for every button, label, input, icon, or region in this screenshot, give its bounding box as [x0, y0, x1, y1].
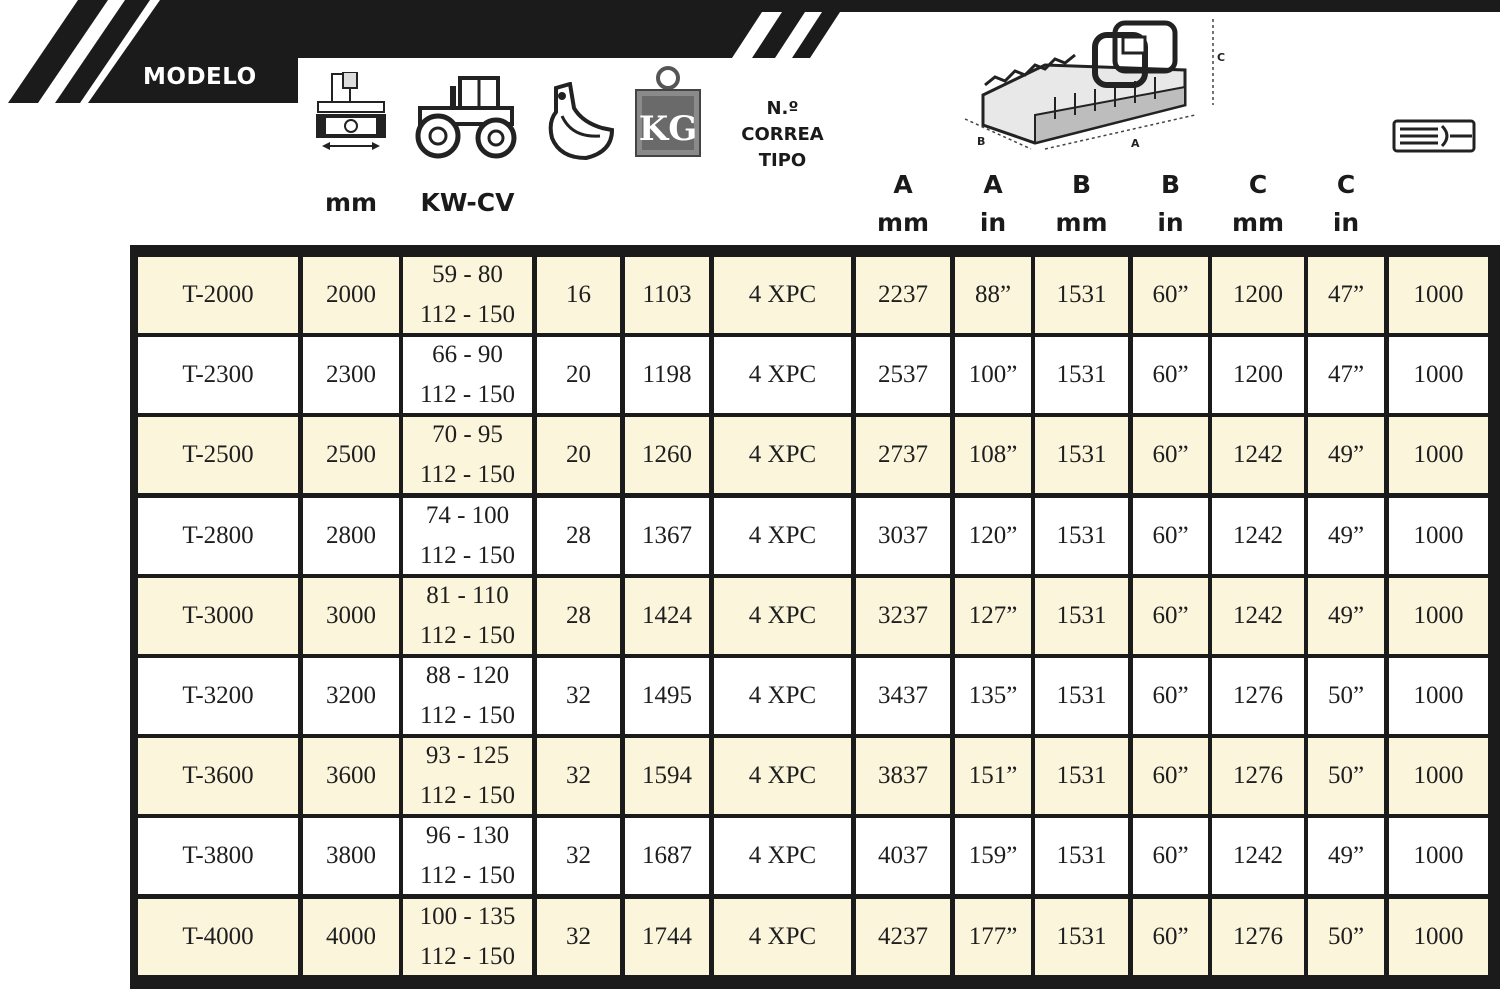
table-cell-c-mm: 1200	[1212, 257, 1304, 333]
table-cell-b-in: 60”	[1133, 818, 1208, 894]
table-cell-blades: 28	[537, 578, 620, 654]
table-cell-blades: 20	[537, 337, 620, 413]
table-cell-belts: 4 XPC	[714, 257, 851, 333]
table-cell-pto: 1000	[1389, 578, 1488, 654]
b-mm-letter: B	[1071, 170, 1092, 199]
table-cell-model: T-2300	[138, 337, 298, 413]
mulcher-dimension-diagram	[955, 15, 1230, 155]
table-cell-belts: 4 XPC	[714, 417, 851, 493]
belts-label-line1: N.º	[766, 98, 799, 119]
table-cell-model: T-3200	[138, 658, 298, 734]
table-cell-c-mm: 1242	[1212, 578, 1304, 654]
table-cell-c-in: 50”	[1308, 658, 1384, 734]
table-cell-model: T-4000	[138, 899, 298, 975]
table-cell-belts: 4 XPC	[714, 818, 851, 894]
table-cell-c-in: 49”	[1308, 578, 1384, 654]
table-cell-a-in: 135”	[955, 658, 1031, 734]
table-cell-width: 4000	[303, 899, 399, 975]
table-cell-weight: 1495	[625, 658, 709, 734]
cutting-width-icon	[310, 72, 392, 154]
table-cell-b-in: 60”	[1133, 498, 1208, 574]
table-cell-pto: 1000	[1389, 498, 1488, 574]
table-cell-weight: 1198	[625, 337, 709, 413]
table-cell-a-in: 177”	[955, 899, 1031, 975]
table-cell-c-mm: 1200	[1212, 337, 1304, 413]
table-cell-a-in: 88”	[955, 257, 1031, 333]
table-cell-b-in: 60”	[1133, 578, 1208, 654]
power-kw-range: 81 - 110	[426, 581, 509, 609]
table-cell-c-mm: 1242	[1212, 498, 1304, 574]
table-cell-a-in: 127”	[955, 578, 1031, 654]
table-cell-b-mm: 1531	[1035, 658, 1128, 734]
diagram-label-b: B	[977, 135, 986, 148]
power-kw-range: 88 - 120	[425, 662, 510, 689]
c-mm-letter: C	[1248, 170, 1268, 199]
table-cell-model: T-3600	[138, 738, 298, 814]
b-in-unit: in	[1157, 208, 1184, 237]
table-cell-a-mm: 3837	[856, 738, 950, 814]
table-cell-power	[403, 658, 532, 734]
power-cv-range: 112 - 150	[420, 782, 515, 810]
table-cell-a-mm: 4237	[856, 899, 950, 975]
b-in-letter: B	[1160, 170, 1181, 199]
power-cv-range: 112 - 150	[420, 461, 515, 489]
table-cell-model: T-3000	[138, 578, 298, 654]
table-cell-weight: 1744	[625, 899, 709, 975]
table-cell-weight: 1594	[625, 738, 709, 814]
table-cell-blades: 16	[537, 257, 620, 333]
a-mm-unit: mm	[876, 208, 930, 237]
b-mm-unit: mm	[1055, 208, 1108, 237]
table-cell-b-mm: 1531	[1035, 818, 1128, 894]
power-cv-range: 112 - 150	[420, 621, 515, 649]
table-cell-weight: 1424	[625, 578, 709, 654]
table-cell-c-mm: 1276	[1212, 658, 1304, 734]
table-cell-weight: 1103	[625, 257, 709, 333]
table-cell-a-in: 120”	[955, 498, 1031, 574]
kg-label: KG	[638, 109, 698, 149]
table-cell-b-mm: 1531	[1035, 417, 1128, 493]
table-cell-belts: 4 XPC	[714, 337, 851, 413]
power-cv-range: 112 - 150	[420, 942, 515, 970]
table-cell-power	[403, 578, 532, 654]
table-cell-c-mm: 1276	[1212, 738, 1304, 814]
table-cell-width: 3800	[303, 818, 399, 894]
table-cell-power	[403, 498, 532, 574]
table-cell-b-in: 60”	[1133, 417, 1208, 493]
belts-label-line3: TIPO	[758, 150, 807, 171]
table-cell-blades: 20	[537, 417, 620, 493]
table-cell-belts: 4 XPC	[714, 899, 851, 975]
table-cell-power	[403, 257, 532, 333]
belts-label-line2: CORREA	[741, 124, 824, 145]
table-cell-width: 3000	[303, 578, 399, 654]
table-cell-c-mm: 1276	[1212, 899, 1304, 975]
table-cell-width: 2000	[303, 257, 399, 333]
table-cell-width: 2300	[303, 337, 399, 413]
table-cell-c-in: 49”	[1308, 417, 1384, 493]
a-mm-letter: A	[893, 170, 913, 199]
table-cell-belts: 4 XPC	[714, 738, 851, 814]
power-kw-range: 100 - 135	[419, 902, 516, 930]
table-cell-a-mm: 2537	[856, 337, 950, 413]
power-cv-range: 112 - 150	[420, 381, 515, 409]
table-cell-pto: 1000	[1389, 337, 1488, 413]
power-kw-range: 74 - 100	[425, 501, 510, 529]
table-cell-pto: 1000	[1389, 417, 1488, 493]
table-cell-a-in: 159”	[955, 818, 1031, 894]
table-cell-blades: 32	[537, 658, 620, 734]
diagram-label-a: A	[1131, 137, 1140, 150]
power-cv-range: 112 - 150	[420, 862, 515, 890]
table-cell-a-mm: 2237	[856, 257, 950, 333]
table-cell-b-in: 60”	[1133, 899, 1208, 975]
table-cell-power	[403, 417, 532, 493]
tractor-icon	[410, 72, 522, 162]
table-cell-a-in: 151”	[955, 738, 1031, 814]
table-cell-a-mm: 3437	[856, 658, 950, 734]
table-cell-weight: 1687	[625, 818, 709, 894]
table-cell-c-in: 49”	[1308, 818, 1384, 894]
power-kw-range: 66 - 90	[432, 341, 503, 369]
table-cell-power	[403, 818, 532, 894]
table-cell-c-in: 47”	[1308, 337, 1384, 413]
a-in-unit: in	[979, 208, 1007, 237]
table-cell-belts: 4 XPC	[714, 578, 851, 654]
power-kw-range: 93 - 125	[425, 742, 510, 770]
table-cell-b-mm: 1531	[1035, 738, 1128, 814]
table-cell-width: 3600	[303, 738, 399, 814]
power-unit-label: KW-CV	[420, 188, 515, 217]
power-kw-range: 96 - 130	[425, 822, 510, 850]
table-cell-c-in: 50”	[1308, 899, 1384, 975]
power-cv-range: 112 - 150	[420, 301, 515, 328]
table-cell-model: T-2000	[138, 257, 298, 333]
table-cell-power	[403, 738, 532, 814]
table-cell-weight: 1367	[625, 498, 709, 574]
table-cell-c-in: 50”	[1308, 738, 1384, 814]
table-cell-model: T-2500	[138, 417, 298, 493]
table-cell-pto: 1000	[1389, 899, 1488, 975]
table-cell-c-in: 47”	[1308, 257, 1384, 333]
c-in-unit: in	[1332, 208, 1360, 237]
table-cell-power	[403, 337, 532, 413]
table-cell-power	[403, 899, 532, 975]
table-cell-pto: 1000	[1389, 738, 1488, 814]
table-cell-a-mm: 4037	[856, 818, 950, 894]
table-cell-b-mm: 1531	[1035, 899, 1128, 975]
diagram-label-c: C	[1217, 51, 1226, 64]
c-in-letter: C	[1336, 170, 1356, 199]
table-cell-c-mm: 1242	[1212, 818, 1304, 894]
table-cell-b-mm: 1531	[1035, 498, 1128, 574]
blade-hammer-icon	[542, 82, 616, 160]
pto-shaft-icon	[1392, 118, 1478, 154]
weight-kg-icon	[632, 66, 704, 158]
table-cell-weight: 1260	[625, 417, 709, 493]
table-cell-b-in: 60”	[1133, 738, 1208, 814]
table-cell-blades: 32	[537, 899, 620, 975]
table-cell-b-in: 60”	[1133, 658, 1208, 734]
table-cell-b-mm: 1531	[1035, 257, 1128, 333]
power-cv-range: 112 - 150	[420, 702, 515, 729]
table-cell-width: 3200	[303, 658, 399, 734]
power-kw-range: 70 - 95	[432, 421, 503, 449]
table-cell-a-in: 108”	[955, 417, 1031, 493]
table-cell-c-mm: 1242	[1212, 417, 1304, 493]
table-cell-b-mm: 1531	[1035, 578, 1128, 654]
table-cell-a-mm: 3037	[856, 498, 950, 574]
table-cell-pto: 1000	[1389, 658, 1488, 734]
table-cell-blades: 32	[537, 818, 620, 894]
table-cell-c-in: 49”	[1308, 498, 1384, 574]
table-cell-a-in: 100”	[955, 337, 1031, 413]
c-mm-unit: mm	[1231, 208, 1285, 237]
table-cell-b-mm: 1531	[1035, 337, 1128, 413]
table-cell-belts: 4 XPC	[714, 498, 851, 574]
power-cv-range: 112 - 150	[420, 541, 515, 569]
table-cell-blades: 28	[537, 498, 620, 574]
table-cell-model: T-2800	[138, 498, 298, 574]
table-cell-model: T-3800	[138, 818, 298, 894]
table-cell-width: 2500	[303, 417, 399, 493]
table-cell-b-in: 60”	[1133, 337, 1208, 413]
power-kw-range: 59 - 80	[432, 261, 503, 288]
model-column-header: MODELO	[143, 64, 257, 90]
table-cell-a-mm: 3237	[856, 578, 950, 654]
table-cell-a-mm: 2737	[856, 417, 950, 493]
table-cell-pto: 1000	[1389, 257, 1488, 333]
a-in-letter: A	[983, 170, 1003, 199]
table-cell-b-in: 60”	[1133, 257, 1208, 333]
table-cell-belts: 4 XPC	[714, 658, 851, 734]
table-cell-width: 2800	[303, 498, 399, 574]
table-cell-blades: 32	[537, 738, 620, 814]
table-cell-pto: 1000	[1389, 818, 1488, 894]
width-unit-label: mm	[324, 188, 378, 217]
